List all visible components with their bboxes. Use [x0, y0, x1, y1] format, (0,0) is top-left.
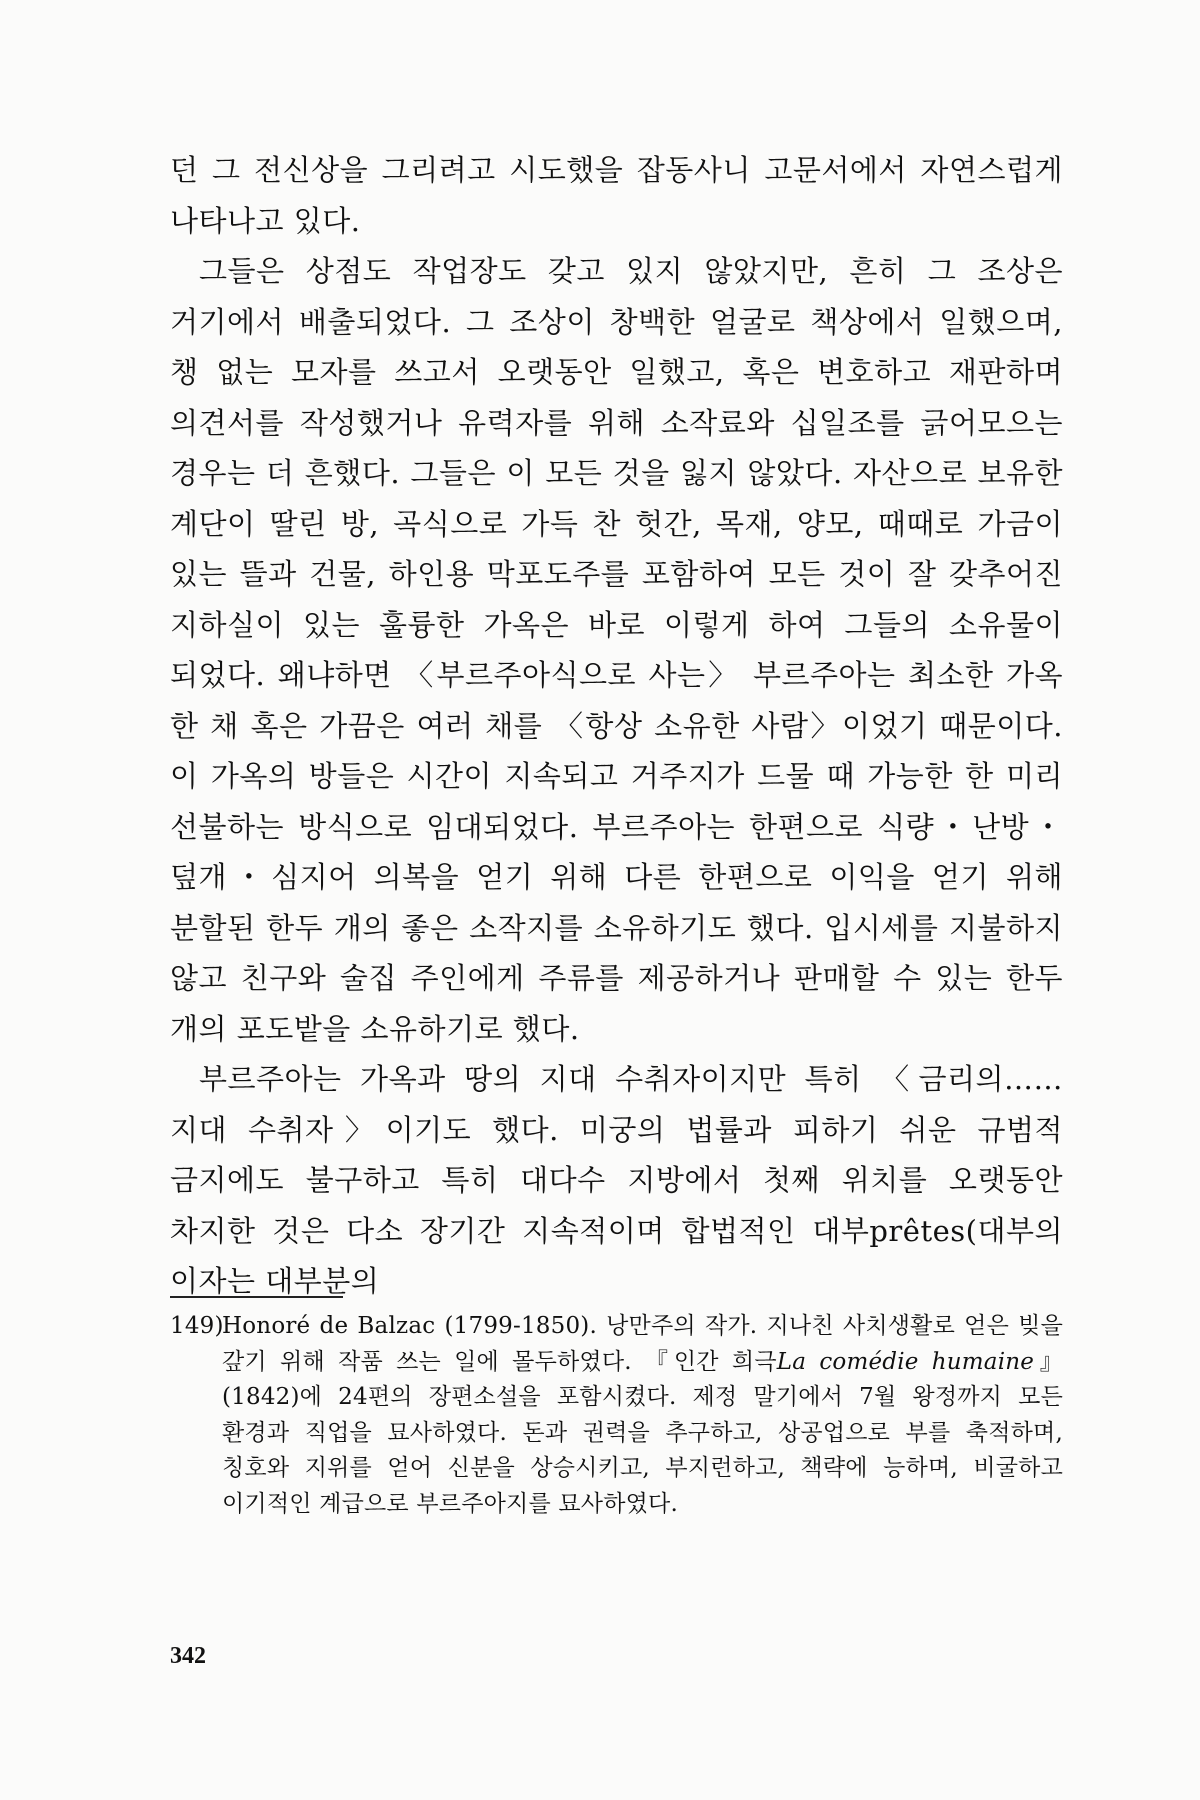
- footnote-separator: [170, 1296, 343, 1298]
- footnote-body: [222, 1309, 1063, 1522]
- paragraph: 부르주아는 가옥과 땅의 지대 수취자이지만 특히 〈금리의…… 지대 수취자〉이기도 했다. 미궁의 법률과 피하기 쉬운 규범적 금지에도 불구하고 특히 대다수 지방에서 첫째 위치를 오랫동안 차지한 것은 다소 장기간 지속적이며 합법적인 대부prêtes(대부의 이자는 대부분의: [170, 1062, 1063, 1298]
- footnote-number: 149): [170, 1313, 224, 1339]
- paragraph: 그들은 상점도 작업장도 갖고 있지 않았지만, 흔히 그 조상은 거기에서 배출되었다. 그 조상이 창백한 얼굴로 책상에서 일했으며, 챙 없는 모자를 쓰고서 오랫동안 일했고, 혹은 변호하고 재판하며 의견서를 작성했거나 유력자를 위해 소작료와 십일조를 긁어모으는 경우는 더 흔했다. 그들은 이 모든 것을 잃지 않았다. 자산으로 보유한 계단이 딸린 방, 곡식으로 가득 찬 헛간, 목재, 양모, 때때로 가금이 있는 뜰과 건물, 하인용 막포도주를 포함하여 모든 것이 잘 갖추어진 지하실이 있는 훌륭한 가옥은 바로 이렇게 하여 그들의 소유물이 되었다. 왜냐하면 〈부르주아식으로 사는〉 부르주아는 최소한 가옥 한 채 혹은 가끔은 여러 채를 〈항상 소유한 사람〉이었기 때문이다. 이 가옥의 방들은 시간이 지속되고 거주지가 드물 때 가능한 한 미리 선불하는 방식으로 임대되었다. 부르주아는 한편으로 식량・난방・덮개・심지어 의복을 얻기 위해 다른 한편으로 이익을 얻기 위해 분할된 한두 개의 좋은 소작지를 소유하기도 했다. 입시세를 지불하지 않고 친구와 술집 주인에게 주류를 제공하거나 판매할 수 있는 한두 개의 포도밭을 소유하기로 했다.: [170, 254, 1063, 1046]
- page-number: 342: [170, 1643, 206, 1669]
- footnote: [170, 1309, 1063, 1522]
- main-text: [170, 145, 1063, 1307]
- paragraph-continuation: 던 그 전신상을 그리려고 시도했을 잡동사니 고문서에서 자연스럽게 나타나고 있다.: [170, 153, 1063, 238]
- footnote-text: 』(1842)에 24편의 장편소설을 포함시켰다. 제정 말기에서 7월 왕정까지 모든 환경과 직업을 묘사하였다. 돈과 권력을 추구하고, 상공업으로 부를 축적하며, 칭호와 지위를 얻어 신분을 상승시키고, 부지런하고, 책략에 능하며, 비굴하고 이기적인 계급으로 부르주아지를 묘사하였다.: [222, 1348, 1063, 1517]
- footnote-text: Honoré de Balzac (1799-1850). 낭만주의 작가. 지나친 사치생활로 얻은 빚을 갚기 위해 작품 쓰는 일에 몰두하였다. 『인간 희극: [222, 1313, 1063, 1375]
- footnote-book-title: La comédie humaine: [776, 1348, 1035, 1375]
